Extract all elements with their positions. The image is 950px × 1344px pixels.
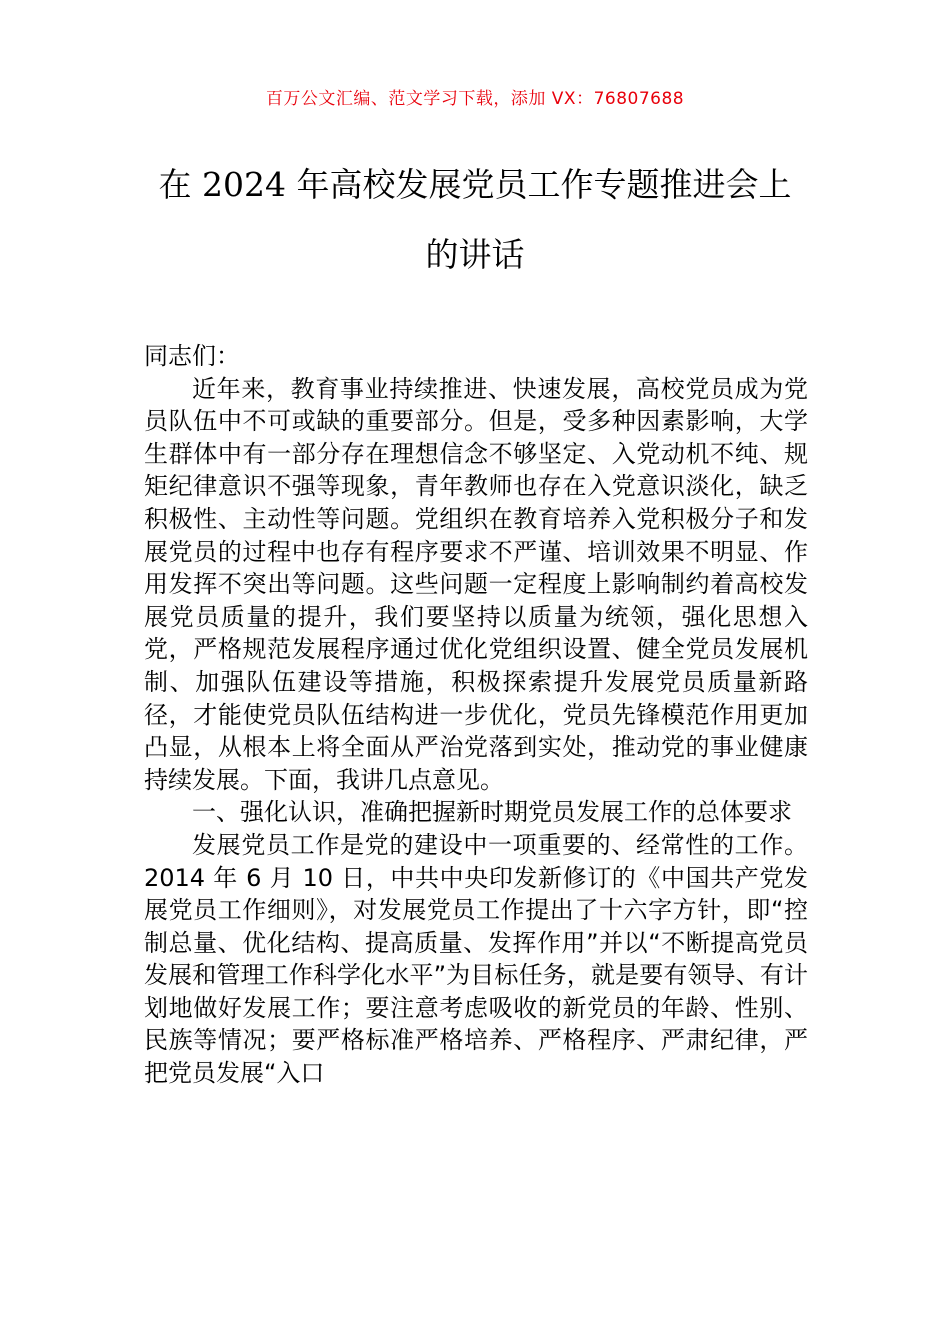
title-line-2: 的讲话 [425,235,525,274]
header-banner: 百万公文汇编、范文学习下载，添加 VX：76807688 [265,89,685,109]
paragraph-section-1: 发展党员工作是党的建设中一项重要的、经常性的工作。2014 年 6 月 10 日，中共中央印发新修订的《中国共产党发展党员工作细则》，对发展党员工作提出了十六字方针，即“控制总量、优化结构、提高质量、发挥作用”并以“不断提高党员发展和管理工作科学化水平”为目标任务，就是要有领导、有计划地做好发展工作；要注意考虑吸收的新党员的年龄、性别、民族等情况；要严格标准严格培养、严格程序、严肃纪律，严把党员发展“入口 [144,830,808,1088]
document-title [120,150,830,290]
title-line-1: 在 2024 年高校发展党员工作专题推进会上 [158,165,792,204]
salutation: 同志们： [144,342,240,370]
document-body [144,340,808,1090]
section-heading-1: 一、强化认识，准确把握新时期党员发展工作的总体要求 [192,798,792,827]
paragraph-intro: 近年来，教育事业持续推进、快速发展，高校党员成为党员队伍中不可或缺的重要部分。但是，受多种因素影响，大学生群体中有一部分存在理想信念不够坚定、入党动机不纯、规矩纪律意识不强等现象，青年教师也存在入党意识淡化，缺乏积极性、主动性等问题。党组织在教育培养入党积极分子和发展党员的过程中也存有程序要求不严谨、培训效果不明显、作用发挥不突出等问题。这些问题一定程度上影响制约着高校发展党员质量的提升，我们要坚持以质量为统领，强化思想入党，严格规范发展程序通过优化党组织设置、健全党员发展机制、加强队伍建设等措施，积极探索提升发展党员质量新路径，才能使党员队伍结构进一步优化，党员先锋模范作用更加凸显，从根本上将全面从严治党落到实处，推动党的事业健康持续发展。下面，我讲几点意见。 [144,374,808,794]
